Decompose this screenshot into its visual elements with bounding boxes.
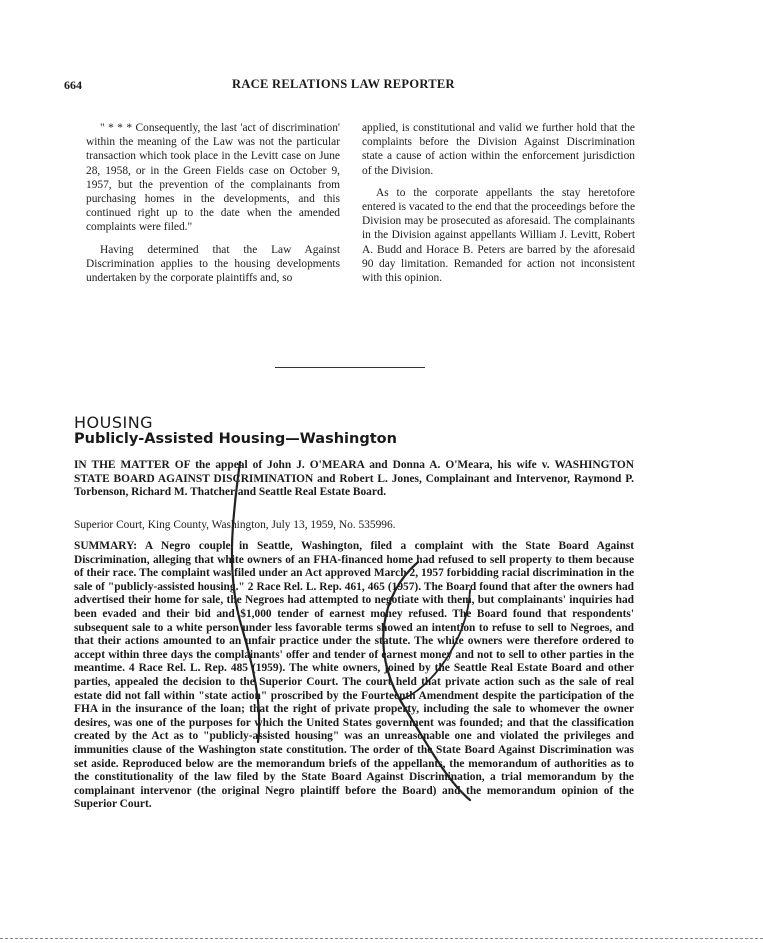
right-column: [362, 121, 635, 293]
page-number: 664: [64, 78, 82, 92]
summary: [74, 540, 634, 812]
section-divider: [275, 367, 425, 368]
right-paragraph-1: applied, is constitutional and valid we further hold that the complaints before the Division Against Discrimination state a cause of action within the enforcement jurisdiction of the Division.: [362, 122, 635, 177]
summary-lead: SUMMARY:: [74, 540, 138, 552]
summary-text: A Negro couple in Seattle, Washington, filed a complaint with the State Board Against Discrimination, alleging that white owners of an FHA-financed home had refused to sell property to them because of their race. The complaint was filed under an Act approved March 2, 1957 forbidding racial discrimination in the sale of "publicly-assisted housing." 2 Race Rel. L. Rep. 461, 465 (1957). The Board found that after the owners had advertised their home for sale, the Negroes had attempted to negotiate with them, but complainants' inquiries had been evaded and their bid and $1,000 tender of earnest money refused. The Board found that respondents' subsequent sale to a white person under less favorable terms showed an intention to refuse to sell to Negroes, and that their actions amounted to an unfair practice under the statute. The white owners were therefore ordered to accept within three days the complainants' offer and tender of earnest money and not to sell to other parties in the meantime. 4 Race Rel. L. Rep. 485 (1959). The white owners, joined by the Seattle Real Estate Board and other parties, appealed the decision to the Superior Court. The court held that private action such as the sale of real estate did not fall within "state action" proscribed by the Fourteenth Amendment despite the participation of the FHA in the insurance of the loan; that the right of private property, including the sale to whomever the owner desires, was one of the purposes for which the United States government was founded; and that the classification created by the Act as to "publicly-assisted housing" was an unreasonable one and violated the privileges and immunities clause of the Washington state constitution. The order of the State Board Against Discrimination was set aside. Reproduced below are the memorandum briefs of the appellants, the memorandum of authorities as to the constitutionality of the law filed by the State Board Against Discrimination, a trial memorandum by the complainant intervenor (the original Negro plaintiff before the Board) and the memorandum opinion of the Superior Court.: [74, 540, 635, 811]
section-subtitle: Publicly-Assisted Housing—Washington: [74, 431, 397, 447]
left-paragraph-quote: " * * * Consequently, the last 'act of discrimination' within the meaning of the Law was not the particular transaction which took place in the Levitt case on June 28, 1958, or in the Green Fields case on October 9, 1957, but the prevention of the complainants from purchasing homes in the developments, and this continued right up to the date when the amended complaints were filed.": [86, 122, 340, 234]
case-caption: IN THE MATTER OF the appeal of John J. O'MEARA and Donna A. O'Meara, his wife v. WASHINGTON STATE BOARD AGAINST DISCRIMINATION and Robert L. Jones, Complainant and Intervenor, Raymond P. Torbenson, Richard M. Thatcher and Seattle Real Estate Board.: [74, 459, 634, 499]
running-head: RACE RELATIONS LAW REPORTER: [232, 77, 455, 91]
page-bottom-edge: [0, 938, 763, 939]
right-paragraph-2: As to the corporate appellants the stay heretofore entered is vacated to the end that the proceedings before the Division may be prosecuted as aforesaid. The complainants in the Division against appellants William J. Levitt, Robert A. Budd and Horace B. Peters are barred by the aforesaid 90 day limitation. Remanded for action not inconsistent with this opinion.: [362, 186, 635, 285]
section-title: HOUSING: [74, 413, 154, 432]
left-column: [86, 121, 340, 293]
court-line: Superior Court, King County, Washington, July 13, 1959, No. 535996.: [74, 519, 396, 531]
left-paragraph-2: Having determined that the Law Against Discrimination applies to the housing developments undertaken by the corporate plaintiffs and, so: [86, 243, 340, 285]
